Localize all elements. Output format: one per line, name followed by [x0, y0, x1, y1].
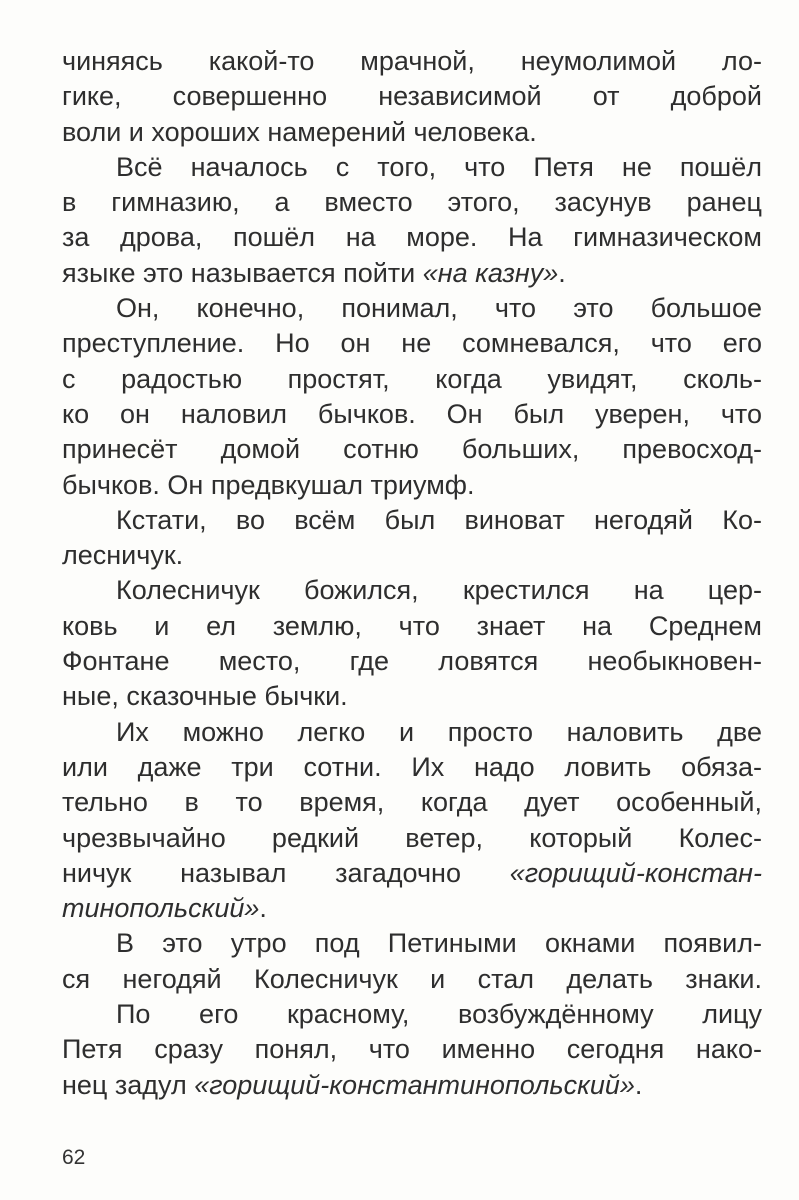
body-text: [62, 44, 762, 1103]
text-segment: гике, совершенно независимой от доброй: [62, 81, 762, 112]
text-line: [62, 1032, 762, 1067]
text-line: [62, 926, 762, 961]
text-segment: в гимназию, а вместо этого, засунув ранец: [62, 187, 762, 218]
text-segment: или даже три сотни. Их надо ловить обяза-: [62, 751, 762, 782]
text-line: [62, 573, 762, 608]
text-segment: принесёт домой сотню больших, превосход-: [62, 434, 762, 465]
text-segment: с радостью простят, когда увидят, сколь-: [62, 363, 762, 394]
text-segment: В это утро под Петиными окнами появил-: [116, 928, 762, 959]
text-line: [62, 432, 762, 467]
text-segment: .: [558, 257, 566, 288]
text-segment: бычков. Он предвкушал триумф.: [62, 469, 475, 500]
text-segment: за дрова, пошёл на море. На гимназическом: [62, 222, 762, 253]
text-line: [62, 362, 762, 397]
text-segment: Их можно легко и просто наловить две: [116, 716, 762, 747]
text-segment: тельно в то время, когда дует особенный,: [62, 787, 762, 818]
italic-text: «горищий-констан-: [509, 857, 762, 888]
text-line: [62, 821, 762, 856]
page-number: 62: [62, 1146, 86, 1169]
text-segment: .: [259, 893, 267, 924]
text-segment: ковь и ел землю, что знает на Среднем: [62, 610, 762, 641]
text-line: [62, 1068, 762, 1103]
text-segment: Петя сразу понял, что именно сегодня нако-: [62, 1034, 762, 1065]
text-line: [62, 79, 762, 114]
text-line: [62, 644, 762, 679]
text-segment: Фонтане место, где ловятся необыкновен-: [62, 646, 762, 677]
text-line: [62, 185, 762, 220]
text-line: [62, 291, 762, 326]
text-segment: лесничук.: [62, 540, 184, 571]
text-line: [62, 856, 762, 891]
text-segment: Колесничук божился, крестился на цер-: [116, 575, 762, 606]
text-line: [62, 609, 762, 644]
italic-text: тинопольский»: [62, 893, 260, 924]
text-line: [62, 397, 762, 432]
text-segment: языке это называется пойти: [62, 257, 423, 288]
text-line: [62, 220, 762, 255]
text-segment: Он, конечно, понимал, что это большое: [116, 293, 762, 324]
text-line: [62, 256, 762, 291]
text-segment: ко он наловил бычков. Он был уверен, что: [62, 398, 762, 429]
text-segment: Всё началось с того, что Петя не пошёл: [116, 151, 762, 182]
text-segment: чиняясь какой-то мрачной, неумолимой ло-: [62, 46, 762, 76]
text-segment: преступление. Но он не сомневался, что его: [62, 328, 762, 359]
text-segment: воли и хороших намерений человека.: [62, 116, 537, 147]
text-line: [62, 997, 762, 1032]
text-line: [62, 891, 762, 926]
text-line: [62, 326, 762, 361]
text-line: [62, 785, 762, 820]
text-line: [62, 115, 762, 150]
text-line: [62, 150, 762, 185]
text-line: [62, 468, 762, 503]
italic-text: «на казну»: [422, 257, 559, 288]
italic-text: «горищий-константинопольский»: [194, 1069, 635, 1100]
text-segment: чрезвычайно редкий ветер, который Колес-: [62, 822, 762, 853]
text-line: [62, 538, 762, 573]
text-line: [62, 44, 762, 79]
text-segment: нец задул: [62, 1069, 195, 1100]
text-line: [62, 679, 762, 714]
text-segment: ные, сказочные бычки.: [62, 681, 348, 712]
text-line: [62, 750, 762, 785]
text-line: [62, 503, 762, 538]
text-segment: ся негодяй Колесничук и стал делать знаки.: [62, 963, 762, 994]
text-segment: По его красному, возбуждённому лицу: [116, 999, 762, 1030]
text-line: [62, 962, 762, 997]
text-line: [62, 715, 762, 750]
text-segment: Кстати, во всём был виноват негодяй Ко-: [116, 504, 762, 535]
text-segment: ничук называл загадочно: [62, 857, 510, 888]
text-segment: .: [634, 1069, 643, 1100]
